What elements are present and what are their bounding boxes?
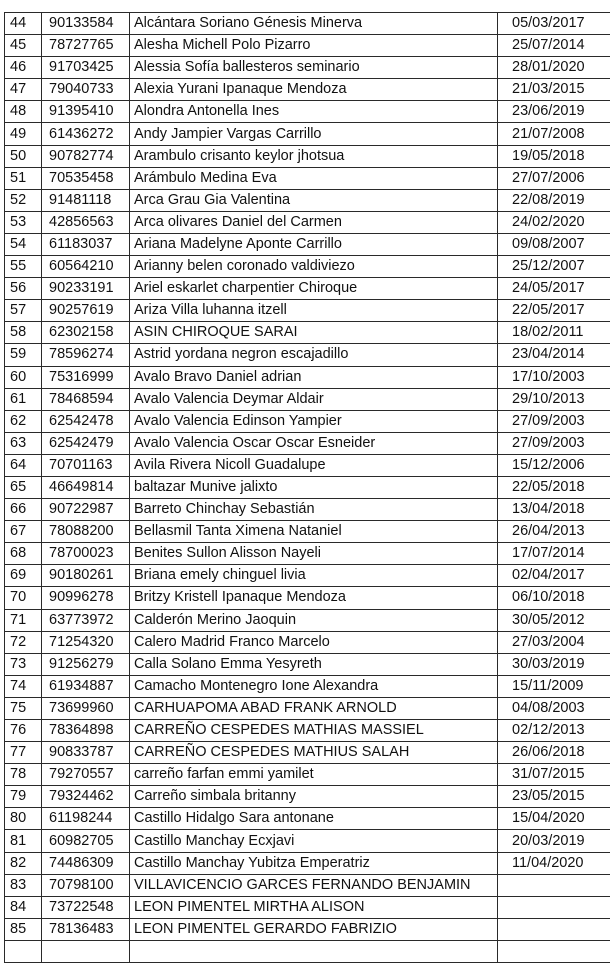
birth-date-cell: 22/05/2017 xyxy=(498,300,610,322)
row-number-cell: 45 xyxy=(5,35,42,57)
row-number-cell: 83 xyxy=(5,874,42,896)
row-number-cell: 63 xyxy=(5,432,42,454)
table-row xyxy=(5,101,610,123)
dni-cell: 78727765 xyxy=(42,35,130,57)
dni-cell: 78468594 xyxy=(42,388,130,410)
row-number-cell: 78 xyxy=(5,764,42,786)
row-number-cell: 65 xyxy=(5,476,42,498)
dni-cell: 61934887 xyxy=(42,675,130,697)
birth-date-cell: 15/04/2020 xyxy=(498,808,610,830)
row-number-cell: 56 xyxy=(5,278,42,300)
student-name-cell: Alesha Michell Polo Pizarro xyxy=(130,35,498,57)
dni-cell: 60982705 xyxy=(42,830,130,852)
table-row xyxy=(5,211,610,233)
table-row xyxy=(5,344,610,366)
table-row xyxy=(5,609,610,631)
dni-cell: 90180261 xyxy=(42,565,130,587)
dni-cell: 91395410 xyxy=(42,101,130,123)
student-name-cell: Calderón Merino Jaoquin xyxy=(130,609,498,631)
birth-date-cell: 27/07/2006 xyxy=(498,167,610,189)
birth-date-cell: 27/09/2003 xyxy=(498,432,610,454)
table-row xyxy=(5,410,610,432)
birth-date-cell: 05/03/2017 xyxy=(498,13,610,35)
row-number-cell: 74 xyxy=(5,675,42,697)
dni-cell: 78136483 xyxy=(42,918,130,940)
row-number-cell: 82 xyxy=(5,852,42,874)
birth-date-cell: 29/10/2013 xyxy=(498,388,610,410)
table-row xyxy=(5,322,610,344)
student-name-cell: Avalo Valencia Deymar Aldair xyxy=(130,388,498,410)
student-name-cell: Arambulo crisanto keylor jhotsua xyxy=(130,145,498,167)
birth-date-cell: 02/04/2017 xyxy=(498,565,610,587)
student-name-cell: Bellasmil Tanta Ximena Nataniel xyxy=(130,521,498,543)
birth-date-cell: 15/11/2009 xyxy=(498,675,610,697)
student-name-cell: Camacho Montenegro Ione Alexandra xyxy=(130,675,498,697)
table-row xyxy=(5,940,610,962)
dni-cell: 70535458 xyxy=(42,167,130,189)
table-row xyxy=(5,808,610,830)
birth-date-cell: 06/10/2018 xyxy=(498,587,610,609)
student-name-cell: Ariza Villa luhanna itzell xyxy=(130,300,498,322)
table-row xyxy=(5,499,610,521)
student-name-cell: Castillo Manchay Ecxjavi xyxy=(130,830,498,852)
table-row xyxy=(5,720,610,742)
student-name-cell: Alexia Yurani Ipanaque Mendoza xyxy=(130,79,498,101)
student-name-cell: CARREÑO CESPEDES MATHIUS SALAH xyxy=(130,742,498,764)
table-row xyxy=(5,233,610,255)
table-row xyxy=(5,145,610,167)
student-name-cell: Alessia Sofía ballesteros seminario xyxy=(130,57,498,79)
table-row xyxy=(5,918,610,940)
dni-cell: 78596274 xyxy=(42,344,130,366)
table-row xyxy=(5,874,610,896)
row-number-cell: 71 xyxy=(5,609,42,631)
student-name-cell: Ariana Madelyne Aponte Carrillo xyxy=(130,233,498,255)
birth-date-cell: 26/04/2013 xyxy=(498,521,610,543)
table-row xyxy=(5,476,610,498)
dni-cell: 73722548 xyxy=(42,896,130,918)
student-name-cell: Avalo Valencia Edinson Yampier xyxy=(130,410,498,432)
student-name-cell: Briana emely chinguel livia xyxy=(130,565,498,587)
student-name-cell: Arca Grau Gia Valentina xyxy=(130,189,498,211)
dni-cell xyxy=(42,940,130,962)
row-number-cell: 62 xyxy=(5,410,42,432)
birth-date-cell: 19/05/2018 xyxy=(498,145,610,167)
row-number-cell: 70 xyxy=(5,587,42,609)
row-number-cell: 72 xyxy=(5,631,42,653)
dni-cell: 79324462 xyxy=(42,786,130,808)
table-row xyxy=(5,565,610,587)
dni-cell: 90833787 xyxy=(42,742,130,764)
table-row xyxy=(5,57,610,79)
table-row xyxy=(5,742,610,764)
row-number-cell: 77 xyxy=(5,742,42,764)
table-row xyxy=(5,256,610,278)
row-number-cell: 47 xyxy=(5,79,42,101)
birth-date-cell: 27/09/2003 xyxy=(498,410,610,432)
dni-cell: 71254320 xyxy=(42,631,130,653)
row-number-cell: 55 xyxy=(5,256,42,278)
student-name-cell: Castillo Manchay Yubitza Emperatriz xyxy=(130,852,498,874)
student-name-cell xyxy=(130,940,498,962)
table-row xyxy=(5,123,610,145)
birth-date-cell: 15/12/2006 xyxy=(498,454,610,476)
student-name-cell: Alcántara Soriano Génesis Minerva xyxy=(130,13,498,35)
student-name-cell: Avalo Bravo Daniel adrian xyxy=(130,366,498,388)
student-name-cell: Alondra Antonella Ines xyxy=(130,101,498,123)
dni-cell: 90257619 xyxy=(42,300,130,322)
dni-cell: 60564210 xyxy=(42,256,130,278)
table-row xyxy=(5,300,610,322)
birth-date-cell: 17/07/2014 xyxy=(498,543,610,565)
table-body xyxy=(5,13,610,963)
student-name-cell: Calero Madrid Franco Marcelo xyxy=(130,631,498,653)
dni-cell: 90782774 xyxy=(42,145,130,167)
row-number-cell: 54 xyxy=(5,233,42,255)
student-name-cell: Avalo Valencia Oscar Oscar Esneider xyxy=(130,432,498,454)
dni-cell: 62542479 xyxy=(42,432,130,454)
table-row xyxy=(5,852,610,874)
row-number-cell: 73 xyxy=(5,653,42,675)
student-name-cell: Britzy Kristell Ipanaque Mendoza xyxy=(130,587,498,609)
dni-cell: 78088200 xyxy=(42,521,130,543)
dni-cell: 62302158 xyxy=(42,322,130,344)
row-number-cell: 64 xyxy=(5,454,42,476)
row-number-cell: 81 xyxy=(5,830,42,852)
dni-cell: 75316999 xyxy=(42,366,130,388)
row-number-cell: 76 xyxy=(5,720,42,742)
row-number-cell: 51 xyxy=(5,167,42,189)
birth-date-cell: 25/07/2014 xyxy=(498,35,610,57)
birth-date-cell: 21/07/2008 xyxy=(498,123,610,145)
table-row xyxy=(5,896,610,918)
birth-date-cell: 28/01/2020 xyxy=(498,57,610,79)
dni-cell: 46649814 xyxy=(42,476,130,498)
table-row xyxy=(5,366,610,388)
row-number-cell: 69 xyxy=(5,565,42,587)
student-name-cell: Andy Jampier Vargas Carrillo xyxy=(130,123,498,145)
student-name-cell: Barreto Chinchay Sebastián xyxy=(130,499,498,521)
birth-date-cell: 11/04/2020 xyxy=(498,852,610,874)
birth-date-cell xyxy=(498,918,610,940)
student-name-cell: Benites Sullon Alisson Nayeli xyxy=(130,543,498,565)
student-name-cell: LEON PIMENTEL GERARDO FABRIZIO xyxy=(130,918,498,940)
birth-date-cell xyxy=(498,940,610,962)
row-number-cell: 85 xyxy=(5,918,42,940)
student-name-cell: carreño farfan emmi yamilet xyxy=(130,764,498,786)
birth-date-cell: 25/12/2007 xyxy=(498,256,610,278)
row-number-cell: 58 xyxy=(5,322,42,344)
student-name-cell: CARHUAPOMA ABAD FRANK ARNOLD xyxy=(130,697,498,719)
dni-cell: 90233191 xyxy=(42,278,130,300)
table-row xyxy=(5,13,610,35)
row-number-cell: 67 xyxy=(5,521,42,543)
student-name-cell: Arca olivares Daniel del Carmen xyxy=(130,211,498,233)
dni-cell: 79270557 xyxy=(42,764,130,786)
row-number-cell: 59 xyxy=(5,344,42,366)
table-row xyxy=(5,189,610,211)
table-row xyxy=(5,454,610,476)
student-name-cell: VILLAVICENCIO GARCES FERNANDO BENJAMIN xyxy=(130,874,498,896)
dni-cell: 61436272 xyxy=(42,123,130,145)
table-row xyxy=(5,697,610,719)
dni-cell: 78364898 xyxy=(42,720,130,742)
birth-date-cell: 23/06/2019 xyxy=(498,101,610,123)
table-row xyxy=(5,786,610,808)
dni-cell: 61198244 xyxy=(42,808,130,830)
birth-date-cell: 30/03/2019 xyxy=(498,653,610,675)
row-number-cell: 60 xyxy=(5,366,42,388)
birth-date-cell: 04/08/2003 xyxy=(498,697,610,719)
dni-cell: 61183037 xyxy=(42,233,130,255)
dni-cell: 90722987 xyxy=(42,499,130,521)
birth-date-cell: 26/06/2018 xyxy=(498,742,610,764)
dni-cell: 79040733 xyxy=(42,79,130,101)
birth-date-cell: 24/05/2017 xyxy=(498,278,610,300)
dni-cell: 74486309 xyxy=(42,852,130,874)
row-number-cell: 46 xyxy=(5,57,42,79)
dni-cell: 63773972 xyxy=(42,609,130,631)
birth-date-cell: 02/12/2013 xyxy=(498,720,610,742)
table-row xyxy=(5,35,610,57)
table-row xyxy=(5,653,610,675)
birth-date-cell: 27/03/2004 xyxy=(498,631,610,653)
student-name-cell: ASIN CHIROQUE SARAI xyxy=(130,322,498,344)
table-row xyxy=(5,521,610,543)
birth-date-cell: 18/02/2011 xyxy=(498,322,610,344)
table-row xyxy=(5,79,610,101)
row-number-cell: 53 xyxy=(5,211,42,233)
dni-cell: 70701163 xyxy=(42,454,130,476)
row-number-cell xyxy=(5,940,42,962)
student-register-table xyxy=(4,12,610,963)
dni-cell: 91481118 xyxy=(42,189,130,211)
dni-cell: 78700023 xyxy=(42,543,130,565)
dni-cell: 73699960 xyxy=(42,697,130,719)
table-row xyxy=(5,631,610,653)
student-name-cell: CARREÑO CESPEDES MATHIAS MASSIEL xyxy=(130,720,498,742)
row-number-cell: 75 xyxy=(5,697,42,719)
student-name-cell: Calla Solano Emma Yesyreth xyxy=(130,653,498,675)
student-name-cell: baltazar Munive jalixto xyxy=(130,476,498,498)
row-number-cell: 57 xyxy=(5,300,42,322)
student-name-cell: Arianny belen coronado valdiviezo xyxy=(130,256,498,278)
student-name-cell: LEON PIMENTEL MIRTHA ALISON xyxy=(130,896,498,918)
dni-cell: 90133584 xyxy=(42,13,130,35)
row-number-cell: 61 xyxy=(5,388,42,410)
birth-date-cell: 09/08/2007 xyxy=(498,233,610,255)
table-row xyxy=(5,432,610,454)
table-row xyxy=(5,388,610,410)
birth-date-cell: 30/05/2012 xyxy=(498,609,610,631)
table-row xyxy=(5,587,610,609)
dni-cell: 62542478 xyxy=(42,410,130,432)
table-row xyxy=(5,675,610,697)
birth-date-cell: 22/08/2019 xyxy=(498,189,610,211)
birth-date-cell xyxy=(498,896,610,918)
row-number-cell: 80 xyxy=(5,808,42,830)
student-name-cell: Astrid yordana negron escajadillo xyxy=(130,344,498,366)
table-row xyxy=(5,543,610,565)
dni-cell: 91256279 xyxy=(42,653,130,675)
row-number-cell: 52 xyxy=(5,189,42,211)
birth-date-cell: 13/04/2018 xyxy=(498,499,610,521)
table-row xyxy=(5,167,610,189)
dni-cell: 70798100 xyxy=(42,874,130,896)
student-name-cell: Ariel eskarlet charpentier Chiroque xyxy=(130,278,498,300)
student-name-cell: Arámbulo Medina Eva xyxy=(130,167,498,189)
student-name-cell: Carreño simbala britanny xyxy=(130,786,498,808)
table-row xyxy=(5,278,610,300)
row-number-cell: 79 xyxy=(5,786,42,808)
row-number-cell: 84 xyxy=(5,896,42,918)
row-number-cell: 44 xyxy=(5,13,42,35)
table-row xyxy=(5,830,610,852)
birth-date-cell: 23/04/2014 xyxy=(498,344,610,366)
table-row xyxy=(5,764,610,786)
birth-date-cell: 23/05/2015 xyxy=(498,786,610,808)
birth-date-cell: 17/10/2003 xyxy=(498,366,610,388)
dni-cell: 90996278 xyxy=(42,587,130,609)
birth-date-cell: 20/03/2019 xyxy=(498,830,610,852)
row-number-cell: 66 xyxy=(5,499,42,521)
row-number-cell: 48 xyxy=(5,101,42,123)
dni-cell: 91703425 xyxy=(42,57,130,79)
row-number-cell: 49 xyxy=(5,123,42,145)
birth-date-cell: 22/05/2018 xyxy=(498,476,610,498)
student-name-cell: Avila Rivera Nicoll Guadalupe xyxy=(130,454,498,476)
birth-date-cell: 21/03/2015 xyxy=(498,79,610,101)
row-number-cell: 50 xyxy=(5,145,42,167)
row-number-cell: 68 xyxy=(5,543,42,565)
dni-cell: 42856563 xyxy=(42,211,130,233)
birth-date-cell xyxy=(498,874,610,896)
birth-date-cell: 31/07/2015 xyxy=(498,764,610,786)
student-name-cell: Castillo Hidalgo Sara antonane xyxy=(130,808,498,830)
birth-date-cell: 24/02/2020 xyxy=(498,211,610,233)
